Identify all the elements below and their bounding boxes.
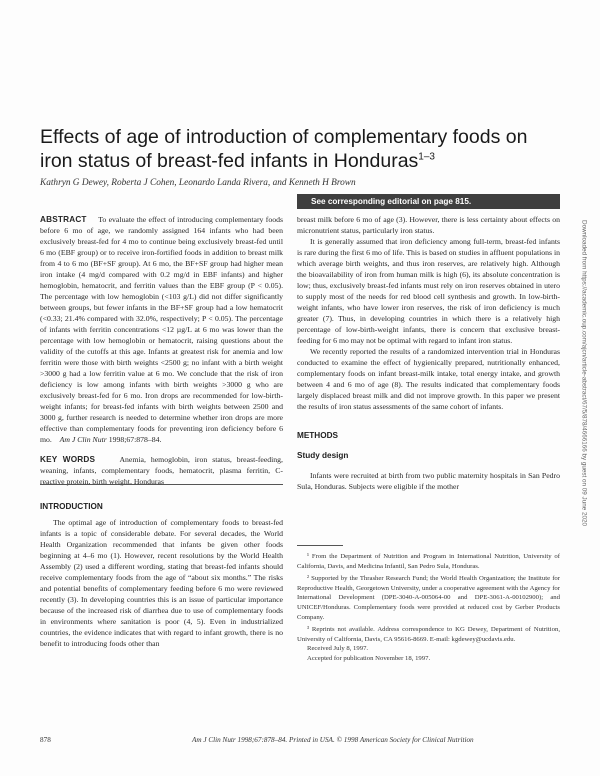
keywords	[40, 454, 283, 487]
right-paragraph-4: Infants were recruited at birth from two public maternity hospitals in San Pedro Sula, Honduras. Subjects were eligible if the mother	[297, 471, 560, 491]
article-title-text: Effects of age of introduction of complementary foods on iron status of breast-fed infants in Honduras	[40, 126, 528, 172]
download-watermark	[577, 183, 591, 563]
keywords-text: Anemia, hemoglobin, iron status, breast-feeding, weaning, infants, complementary foods, hematocrit, plasma ferritin, C-reactive protein, birth weight, Honduras	[40, 455, 283, 486]
received-date: Received July 8, 1997.	[307, 645, 369, 653]
left-column	[40, 214, 283, 649]
right-column	[297, 214, 560, 492]
footer-citation: Am J Clin Nutr 1998;67:878–84. Printed in USA. © 1998 American Society for Clinical Nutrition	[192, 736, 474, 744]
download-watermark-text: Downloaded from https://academic.oup.com/ajcn/article-abstract/67/5/878/4666166 by guest on 09 June 2020	[580, 220, 588, 526]
author-list: Kathryn G Dewey, Roberta J Cohen, Leonardo Landa Rivera, and Kenneth H Brown	[40, 178, 356, 188]
page-number: 878	[40, 736, 51, 744]
footnote-1: ¹ From the Department of Nutrition and Program in International Nutrition, University of California, Davis, and Medicina Infantil, San Pedro Sula, Honduras.	[297, 553, 560, 570]
right-paragraph-1: breast milk before 6 mo of age (3). However, there is less certainty about effects on micronutrient status, particularly iron status.	[297, 215, 560, 235]
footnote-3: ³ Reprints not available. Address correspondence to KG Dewey, Department of Nutrition, University of California, Davis, CA 95616-8669. E-mail: kgdewey@ucdavis.edu.	[297, 626, 560, 643]
right-paragraph-3: We recently reported the results of a randomized intervention trial in Honduras conducted to examine the effect of hygienically prepared, nutritionally enhanced, complementary foods on infant breast-milk intake, total energy intake, and growth between 4 and 6 mo of age (8). The results indicated that complementary foods largely displaced breast milk and did not improve growth. In this paper we present the results of iron status assessments of the same cohort of infants.	[297, 347, 560, 411]
abstract-text: To evaluate the effect of introducing complementary foods before 6 mo of age, we randomly assigned 164 infants who had been exclusively breast-fed for 4 mo to continue being exclusively breast-fed until 6 mo (EBF group) or to receive iron-fortified foods in addition to breast milk from 4 to 6 mo (BF+SF group). At 6 mo, the BF+SF group had higher mean iron intake (4 mg/d compared with 0.2 mg/d in EBF infants) and higher hemoglobin, hematocrit, and ferritin values than the EBF group (P < 0.05). The percentage with low hemoglobin (<103 g/L) did not differ significantly between groups, but fewer infants in the BF+SF group had a low hematocrit (<0.33; 21.4% compared with 32.0%, respectively; P < 0.05). The percentage of infants with ferritin concentrations <12 µg/L at 6 mo was lower than the percentage with low hemoglobin or hematocrit, raising questions about the validity of the cutoffs at this age. Infants at greatest risk for anemia and low ferritin were those with birth weights <2500 g; no infant with a birth weight >3000 g had a low ferritin value at 6 mo. We conclude that the risk of iron deficiency is low among infants with birth weights >3000 g who are exclusively breast-fed for 6 mo. Iron drops are recommended for low-birth-weight infants; for breast-fed infants with birth weights between 2500 and 3000 g, further research is needed to determine whether iron drops are more effective than complementary foods for preventing iron deficiency before 6 mo.	[40, 215, 283, 444]
right-paragraph-2: It is generally assumed that iron deficiency among full-term, breast-fed infants is rare during the first 6 mo of life. This is based on studies in affluent populations in which average birth weights, and thus iron reserves, are relatively high. Although the bioavailability of iron from human milk is high (6), its absolute concentration is low; thus, exclusively breast-fed infants must rely on iron reserves obtained in utero to supply most of the needs for red blood cell synthesis and growth. In low-birth-weight infants, who have lower iron reserves, the risk of iron deficiency is much greater (7). Thus, in developing countries in which there is a relatively high percentage of low-birth-weight infants, there is concern that exclusive breast-feeding for 6 mo may not be optimal with regard to infant iron status.	[297, 237, 560, 345]
abstract-citation-journal: Am J Clin Nutr	[59, 435, 107, 444]
footnote-rule	[297, 545, 343, 546]
abstract-citation-ref: 1998;67:878–84.	[108, 435, 162, 444]
abstract	[40, 214, 283, 445]
abstract-label: ABSTRACT	[40, 215, 87, 224]
introduction-text: The optimal age of introduction of complementary foods to breast-fed infants is a topic of considerable debate. For several decades, the World Health Organization recommended that infants be given other foods beginning at 4–6 mo (1). However, recent resolutions by the World Health Assembly (2) used a different wording, stating that breast-fed infants should receive complementary foods from the age of “about six months.” The risks and potential benefits of complementary feeding before 6 mo were reviewed recently (3). In developing countries this is an issue of particular importance because of the increased risk of diarrhea due to use of complementary foods in environments where sanitation is poor (4, 5). Even in industrialized countries, the evidence indicates that with regard to infant growth, there is no benefit to introducing foods other than	[40, 518, 283, 648]
abstract-divider	[40, 484, 283, 485]
keywords-label: KEY WORDS	[40, 455, 96, 464]
footnotes	[297, 552, 560, 664]
footnote-2: ² Supported by the Thrasher Research Fund; the World Health Organization; the Institute for Reproductive Health, Georgetown University, under a cooperative agreement with the Agency for International Development (DPE-3040-A-005064-00 and DPE-3061-A-00102900); and UNICEF/Honduras. Complementary foods were provided at reduced cost by Gerber Products Company.	[297, 575, 560, 621]
introduction-heading: INTRODUCTION	[40, 502, 103, 511]
methods-heading: METHODS	[297, 431, 338, 440]
title-footnote-marks: 1–3	[418, 151, 435, 163]
article-title	[40, 125, 560, 173]
study-design-heading: Study design	[297, 451, 349, 460]
editorial-banner[interactable]: See corresponding editorial on page 815.	[297, 194, 560, 209]
accepted-date: Accepted for publication November 18, 1997.	[307, 654, 431, 662]
